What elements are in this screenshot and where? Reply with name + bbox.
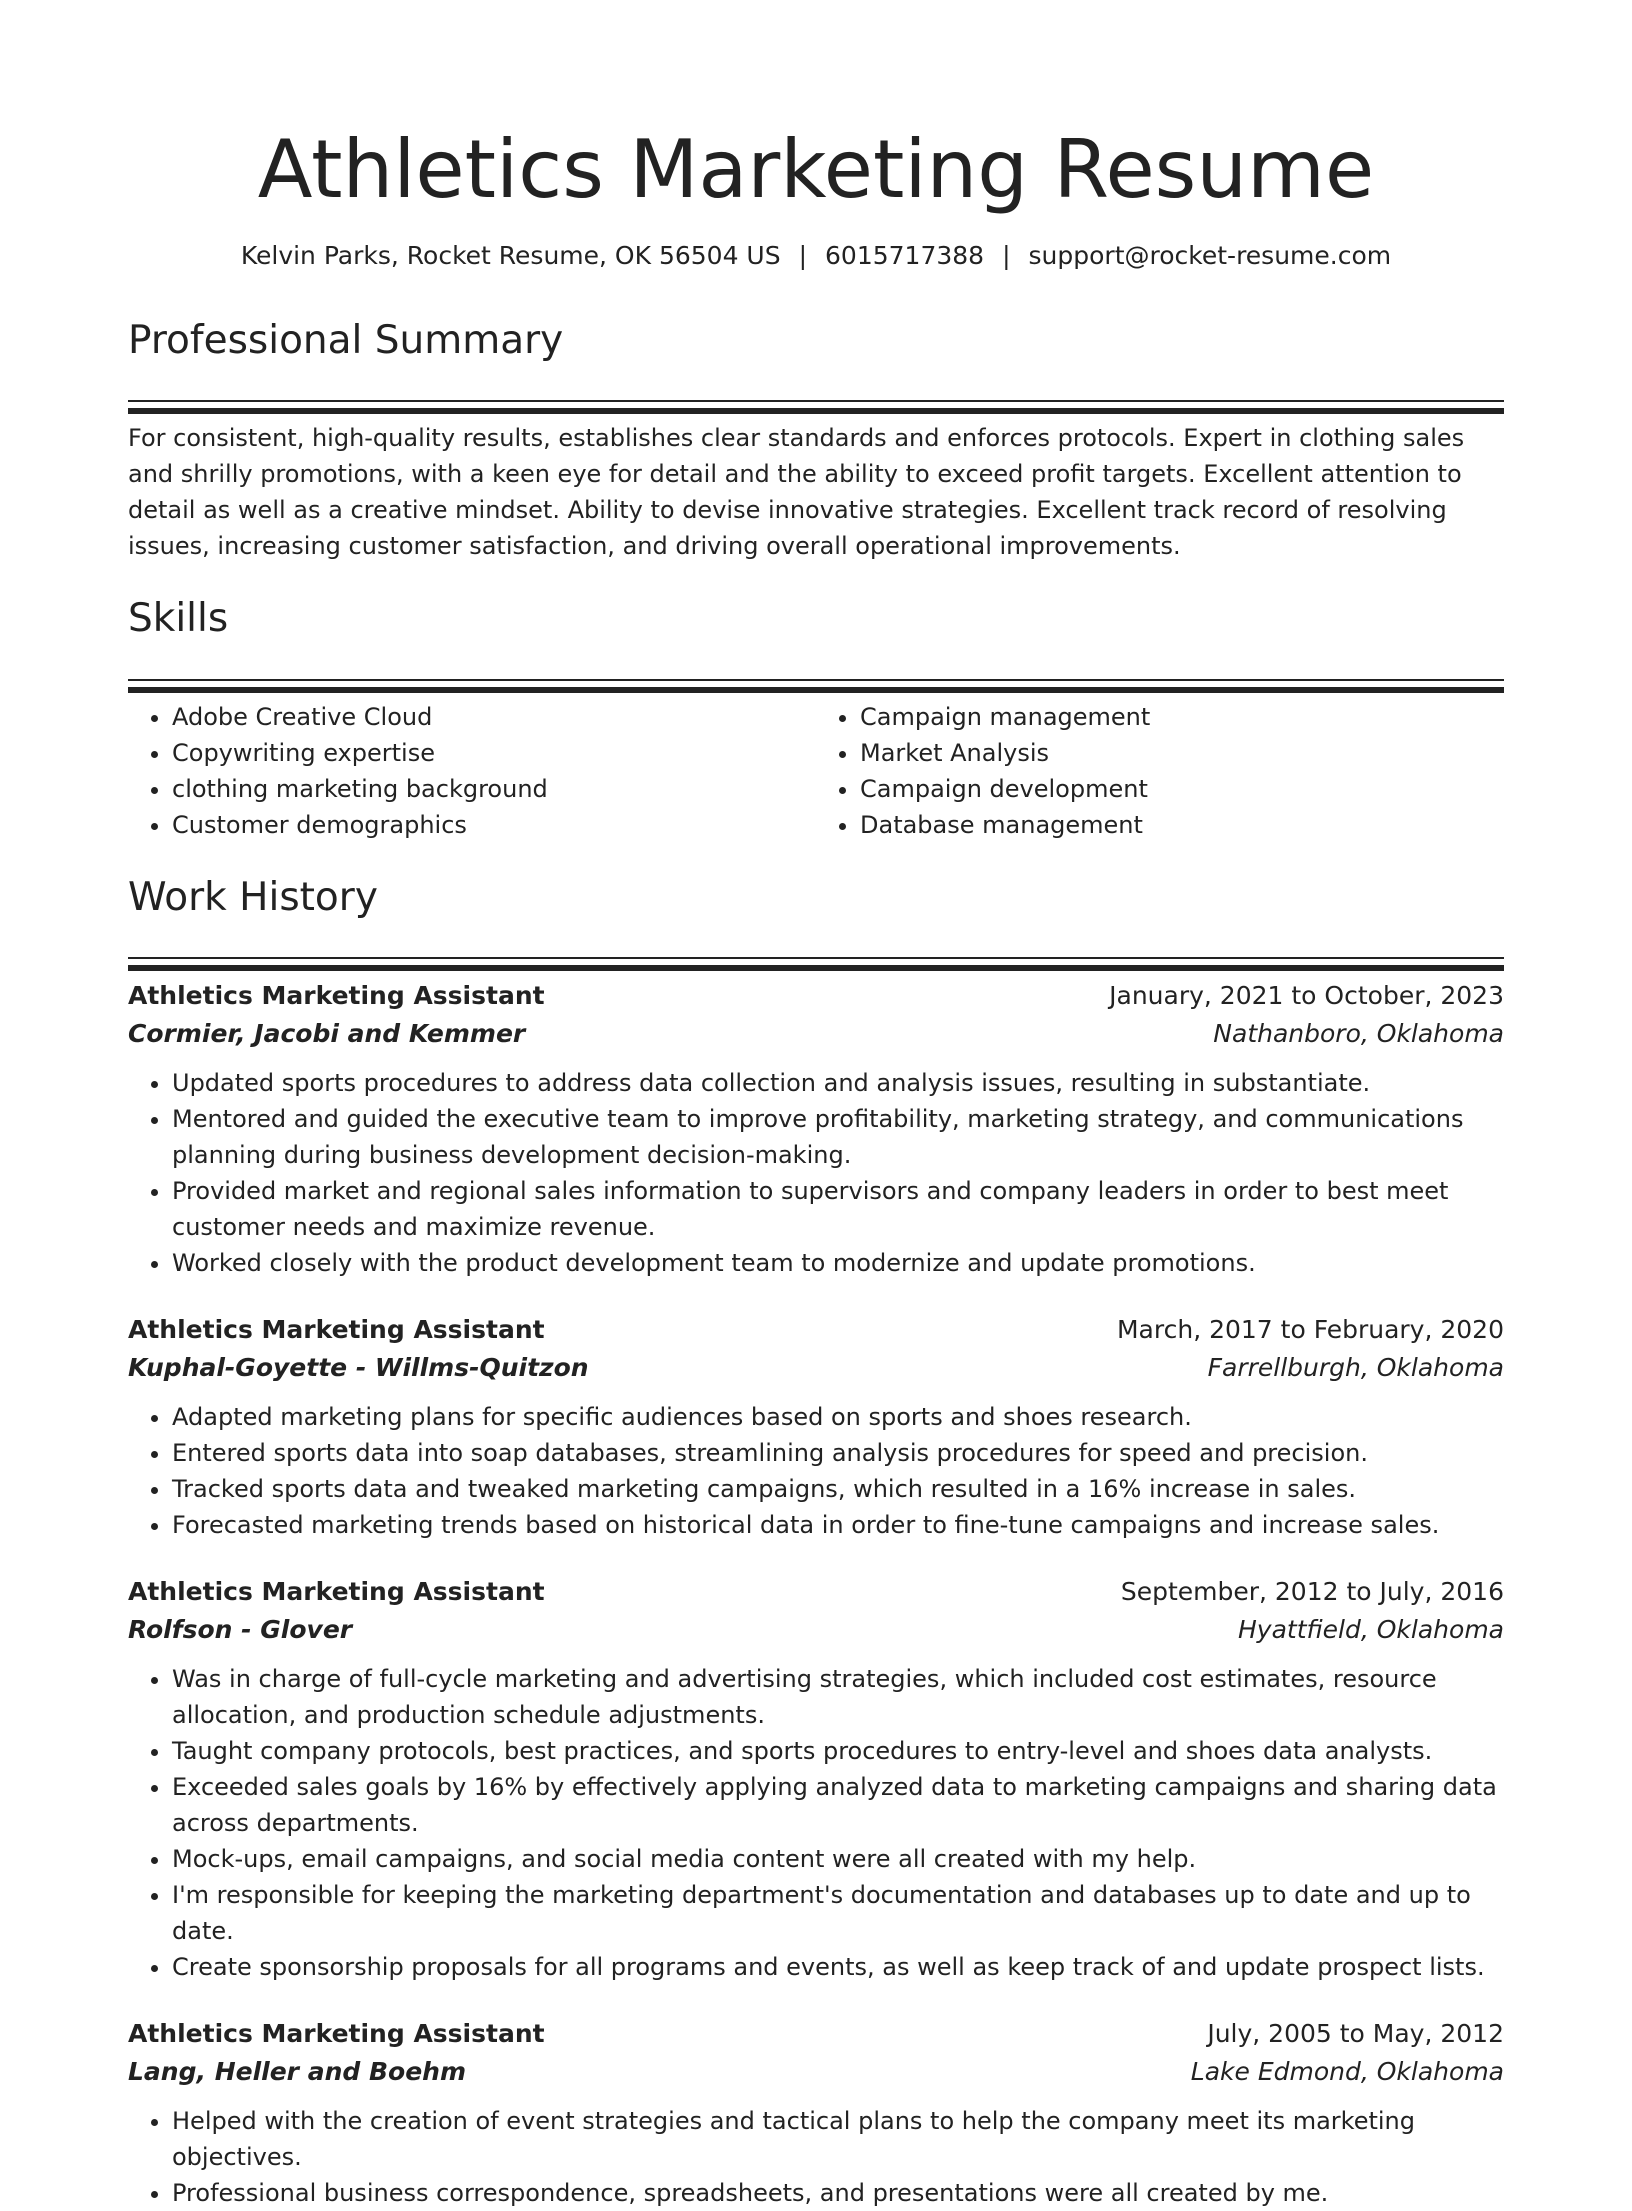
- skill-item: • clothing marketing background: [172, 771, 816, 807]
- job-bullet: • Create sponsorship proposals for all programs and events, as well as keep track of and update prospect lists.: [172, 1949, 1504, 1985]
- skill-item: • Market Analysis: [860, 735, 1504, 771]
- job-bullet: • Tracked sports data and tweaked marketing campaigns, which resulted in a 16% increase in sales.: [172, 1471, 1504, 1507]
- job-subheader: [128, 1611, 1504, 1649]
- job-company: Lang, Heller and Boehm: [128, 2057, 467, 2087]
- job-header: [128, 1311, 1504, 1349]
- resume-page: [128, 0, 1504, 2211]
- contact-address: Kelvin Parks, Rocket Resume, OK 56504 US: [240, 241, 781, 270]
- skills-column-left: [128, 699, 816, 843]
- job-bullet: • Provided market and regional sales information to supervisors and company leaders in order to best meet customer needs and maximize revenue.: [172, 1173, 1504, 1245]
- contact-email[interactable]: support@rocket-resume.com: [1028, 241, 1392, 270]
- job-location: Nathanboro, Oklahoma: [1213, 1019, 1504, 1049]
- work-history-heading: Work History: [128, 874, 378, 920]
- skill-item: • Customer demographics: [172, 807, 816, 843]
- job-bullets: [128, 1661, 1504, 1985]
- job-dates: March, 2017 to February, 2020: [1116, 1315, 1504, 1345]
- skill-item: • Adobe Creative Cloud: [172, 699, 816, 735]
- skills-heading: Skills: [128, 596, 229, 642]
- job-title: Athletics Marketing Assistant: [128, 1315, 545, 1345]
- job-location: Lake Edmond, Oklahoma: [1190, 2057, 1504, 2087]
- job-bullets: [128, 1399, 1504, 1543]
- contact-separator: |: [798, 241, 808, 270]
- section-divider: [128, 679, 1504, 681]
- job-header: [128, 977, 1504, 1015]
- job-entry: [128, 1573, 1504, 1985]
- job-company: Kuphal-Goyette - Willms-Quitzon: [128, 1353, 589, 1383]
- summary-section: [128, 314, 1504, 564]
- job-bullet: • Forecasted marketing trends based on historical data in order to fine-tune campaigns and increase sales.: [172, 1507, 1504, 1543]
- skills-column-right: [816, 699, 1504, 843]
- job-subheader: [128, 1349, 1504, 1387]
- job-entry: [128, 2015, 1504, 2211]
- job-dates: September, 2012 to July, 2016: [1120, 1577, 1504, 1607]
- skill-item: • Copywriting expertise: [172, 735, 816, 771]
- job-bullet: • Mock-ups, email campaigns, and social media content were all created with my help.: [172, 1841, 1504, 1877]
- job-title: Athletics Marketing Assistant: [128, 981, 545, 1011]
- contact-phone: 6015717388: [825, 241, 985, 270]
- skill-item: • Campaign development: [860, 771, 1504, 807]
- skills-list: [128, 699, 1504, 843]
- job-company: Cormier, Jacobi and Kemmer: [128, 1019, 526, 1049]
- skills-section: [128, 592, 1504, 842]
- job-company: Rolfson - Glover: [128, 1615, 353, 1645]
- job-bullet: • Adapted marketing plans for specific audiences based on sports and shoes research.: [172, 1399, 1504, 1435]
- job-bullet: • Exceeded sales goals by 16% by effectively applying analyzed data to marketing campaigns and sharing data across departments.: [172, 1769, 1504, 1841]
- job-bullet: • Taught company protocols, best practices, and sports procedures to entry-level and shoes data analysts.: [172, 1733, 1504, 1769]
- job-subheader: [128, 2053, 1504, 2091]
- summary-text: For consistent, high-quality results, establishes clear standards and enforces protocols. Expert in clothing sales and shrilly promotions, with a keen eye for detail and the ability to exceed profit targets. Excellent attention to detail as well as a creative mindset. Ability to devise innovative strategies. Excellent track record of resolving issues, increasing customer satisfaction, and driving overall operational improvements.: [128, 424, 1465, 561]
- job-header: [128, 1573, 1504, 1611]
- job-bullet: • Professional business correspondence, spreadsheets, and presentations were all created by me.: [172, 2175, 1504, 2211]
- job-bullet: • Entered sports data into soap databases, streamlining analysis procedures for speed and precision.: [172, 1435, 1504, 1471]
- skill-item: • Database management: [860, 807, 1504, 843]
- job-dates: July, 2005 to May, 2012: [1207, 2019, 1504, 2049]
- skill-item: • Campaign management: [860, 699, 1504, 735]
- contact-separator: |: [1002, 241, 1011, 270]
- job-bullet: • Worked closely with the product development team to modernize and update promotions.: [172, 1245, 1504, 1281]
- job-subheader: [128, 1015, 1504, 1053]
- job-bullet: • Helped with the creation of event strategies and tactical plans to help the company meet its marketing objectives.: [172, 2103, 1504, 2175]
- job-bullets: [128, 2103, 1504, 2211]
- job-entry: [128, 1311, 1504, 1543]
- summary-heading: Professional Summary: [128, 318, 564, 363]
- job-bullet: • Mentored and guided the executive team to improve profitability, marketing strategy, and communications planning during business development decision-making.: [172, 1101, 1504, 1173]
- job-title: Athletics Marketing Assistant: [128, 2019, 545, 2049]
- contact-line: [128, 238, 1504, 274]
- job-bullet: • Updated sports procedures to address data collection and analysis issues, resulting in substantiate.: [172, 1065, 1504, 1101]
- work-history-section: [128, 871, 1504, 2211]
- job-bullet: • Was in charge of full-cycle marketing and advertising strategies, which included cost estimates, resource allocation, and production schedule adjustments.: [172, 1661, 1504, 1733]
- job-entry: [128, 977, 1504, 1281]
- section-divider: [128, 957, 1504, 959]
- job-title: Athletics Marketing Assistant: [128, 1577, 545, 1607]
- job-header: [128, 2015, 1504, 2053]
- section-divider: [128, 400, 1504, 402]
- job-bullet: • I'm responsible for keeping the marketing department's documentation and databases up to date and up to date.: [172, 1877, 1504, 1949]
- job-bullets: [128, 1065, 1504, 1281]
- job-location: Farrellburgh, Oklahoma: [1207, 1353, 1504, 1383]
- job-location: Hyattfield, Oklahoma: [1238, 1615, 1504, 1645]
- job-dates: January, 2021 to October, 2023: [1109, 981, 1504, 1011]
- resume-title: Athletics Marketing Resume: [257, 123, 1375, 216]
